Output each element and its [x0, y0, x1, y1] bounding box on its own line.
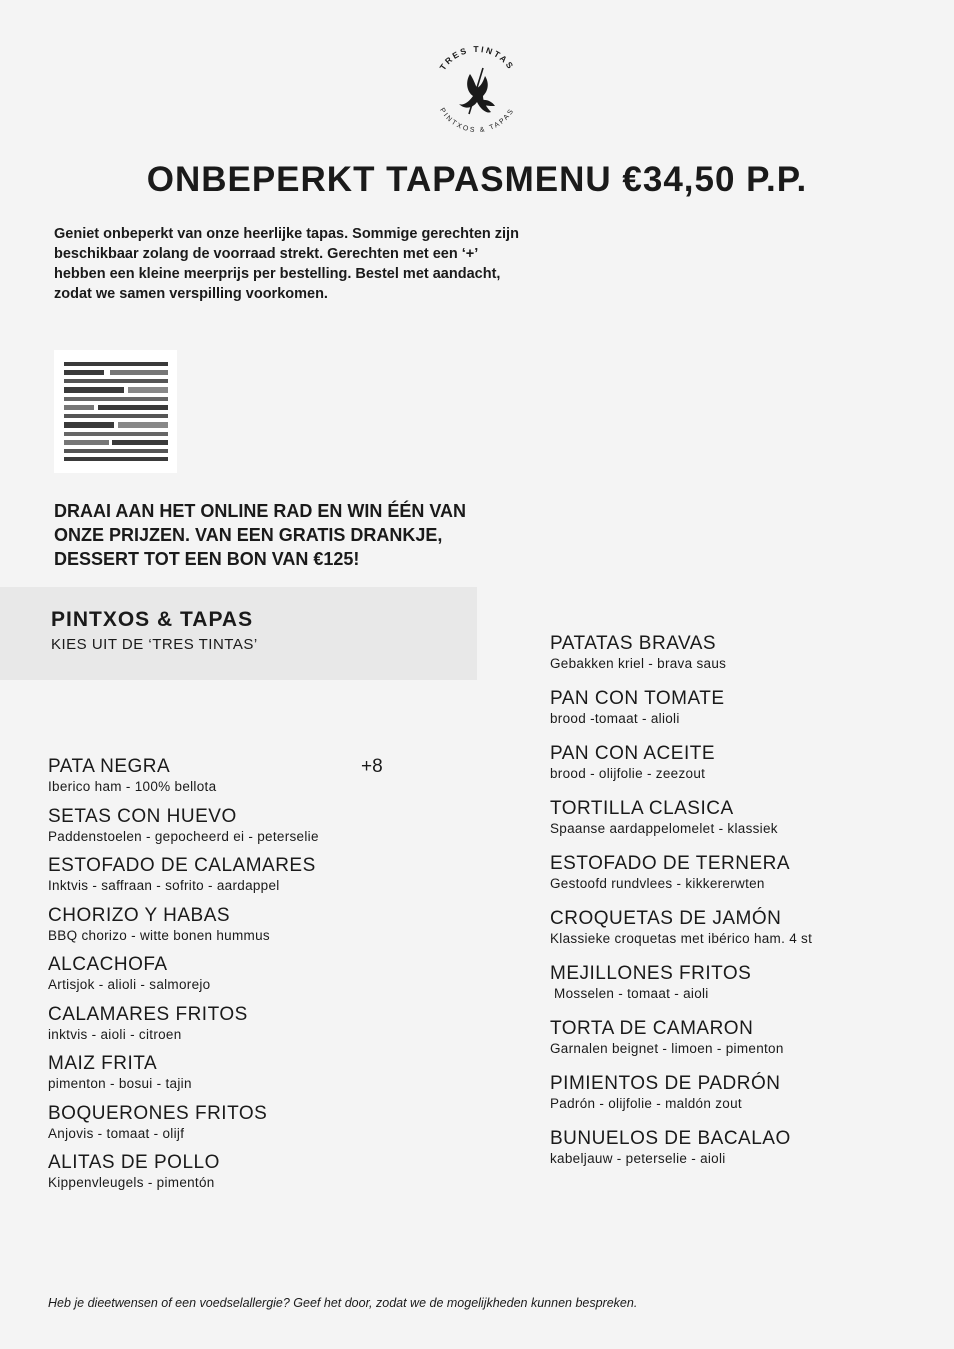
menu-item	[48, 904, 448, 954]
dish-name: TORTA DE CAMARON	[550, 1018, 754, 1039]
menu-item	[550, 1072, 930, 1127]
logo-top-text: TRES TINTAS	[437, 43, 517, 73]
dish-description: Spaanse aardappelomelet - klassiek	[550, 821, 778, 836]
dish-name: CROQUETAS DE JAMÓN	[550, 908, 782, 929]
dish-name: PATATAS BRAVAS	[550, 633, 717, 654]
dish-description: Mosselen - tomaat - aioli	[550, 986, 709, 1001]
dancer-logo-icon	[425, 38, 529, 142]
dish-description: Paddenstoelen - gepocheerd ei - peterselie	[48, 828, 319, 844]
dish-name: BUNUELOS DE BACALAO	[550, 1128, 791, 1149]
allergy-note: Heb je dieetwensen of een voedselallergie? Geef het door, zodat we de mogelijkheden kunnen bespreken.	[48, 1296, 638, 1310]
dish-description: Kippenvleugels - pimentón	[48, 1175, 215, 1190]
dish-description: Klassieke croquetas met ibérico ham. 4 st	[550, 931, 813, 946]
dish-name: ESTOFADO DE CALAMARES	[48, 855, 316, 876]
dish-description: Anjovis - tomaat - olijf	[48, 1125, 185, 1141]
dish-description: Inktvis - saffraan - sofrito - aardappel	[48, 878, 280, 893]
dish-name: MAIZ FRITA	[48, 1053, 158, 1074]
dish-description: inktvis - aioli - citroen	[48, 1026, 182, 1042]
menu-item	[550, 852, 930, 907]
qr-code[interactable]	[54, 350, 177, 473]
menu-item	[48, 1052, 448, 1102]
dish-name: PATA NEGRA	[48, 756, 171, 777]
dish-description: kabeljauw - peterselie - aioli	[550, 1151, 726, 1166]
dish-name: PAN CON ACEITE	[550, 743, 716, 764]
menu-item	[48, 953, 448, 1003]
dish-name: TORTILLA CLASICA	[550, 798, 734, 819]
dish-name: ALITAS DE POLLO	[48, 1152, 220, 1173]
menu-column-left	[48, 755, 448, 1201]
menu-item	[550, 962, 930, 1017]
dish-name: MEJILLONES FRITOS	[550, 963, 752, 984]
section-title: PINTXOS & TAPAS	[51, 608, 254, 631]
page-title: ONBEPERKT TAPASMENU €34,50 P.P.	[146, 160, 808, 199]
dish-name: ESTOFADO DE TERNERA	[550, 853, 791, 874]
dish-name: ALCACHOFA	[48, 954, 168, 975]
menu-item	[550, 797, 930, 852]
menu-item	[48, 805, 448, 855]
menu-item	[48, 755, 448, 805]
dish-description: BBQ chorizo - witte bonen hummus	[48, 927, 270, 943]
menu-item	[48, 854, 448, 904]
dish-description: Artisjok - alioli - salmorejo	[48, 977, 211, 992]
menu-item	[550, 742, 930, 797]
brand-logo	[425, 38, 529, 142]
dish-surcharge: +8	[361, 756, 383, 777]
dish-name: PIMIENTOS DE PADRÓN	[550, 1073, 781, 1094]
dish-name: SETAS CON HUEVO	[48, 805, 237, 827]
menu-item	[550, 907, 930, 962]
menu-item	[48, 1151, 448, 1201]
menu-item	[550, 687, 930, 742]
section-subtitle: KIES UIT DE ‘TRES TINTAS’	[51, 636, 258, 653]
section-header-box	[0, 587, 477, 680]
svg-text:TRES TINTAS	[437, 44, 516, 72]
menu-column-right	[550, 632, 930, 1182]
dish-description: Gebakken kriel - brava saus	[550, 656, 727, 671]
dish-description: Iberico ham - 100% bellota	[48, 779, 217, 794]
dish-description: brood -tomaat - alioli	[550, 711, 680, 726]
dish-description: Gestoofd rundvlees - kikkererwten	[550, 876, 765, 891]
dish-description: brood - olijfolie - zeezout	[550, 766, 706, 781]
dish-description: Garnalen beignet - limoen - pimenton	[550, 1041, 784, 1056]
promo-text: DRAAI AAN HET ONLINE RAD EN WIN ÉÉN VAN ONZE PRIJZEN. VAN EEN GRATIS DRANKJE, DESSERT TOT EEN BON VAN €125!	[54, 501, 467, 569]
intro-text: Geniet onbeperkt van onze heerlijke tapas. Sommige gerechten zijn beschikbaar zolang de voorraad strekt. Gerechten met een ‘+’ hebben een kleine meerprijs per bestelling. Bestel met aandacht, zodat we samen verspilling voorkomen.	[54, 226, 519, 302]
dish-description: pimenton - bosui - tajin	[48, 1076, 192, 1091]
dish-name: BOQUERONES FRITOS	[48, 1102, 268, 1124]
dish-name: CALAMARES FRITOS	[48, 1003, 248, 1025]
menu-item	[48, 1102, 448, 1152]
menu-item	[550, 1127, 930, 1182]
menu-item	[550, 632, 930, 687]
dish-name: CHORIZO Y HABAS	[48, 904, 231, 926]
menu-item	[48, 1003, 448, 1053]
dish-description: Padrón - olijfolie - maldón zout	[550, 1096, 742, 1111]
dish-name: PAN CON TOMATE	[550, 688, 725, 709]
qr-code-icon	[60, 356, 171, 467]
logo-bottom-text: PINTXOS & TAPAS	[438, 106, 516, 135]
menu-item	[550, 1017, 930, 1072]
svg-text:PINTXOS & TAPAS	[438, 107, 516, 134]
